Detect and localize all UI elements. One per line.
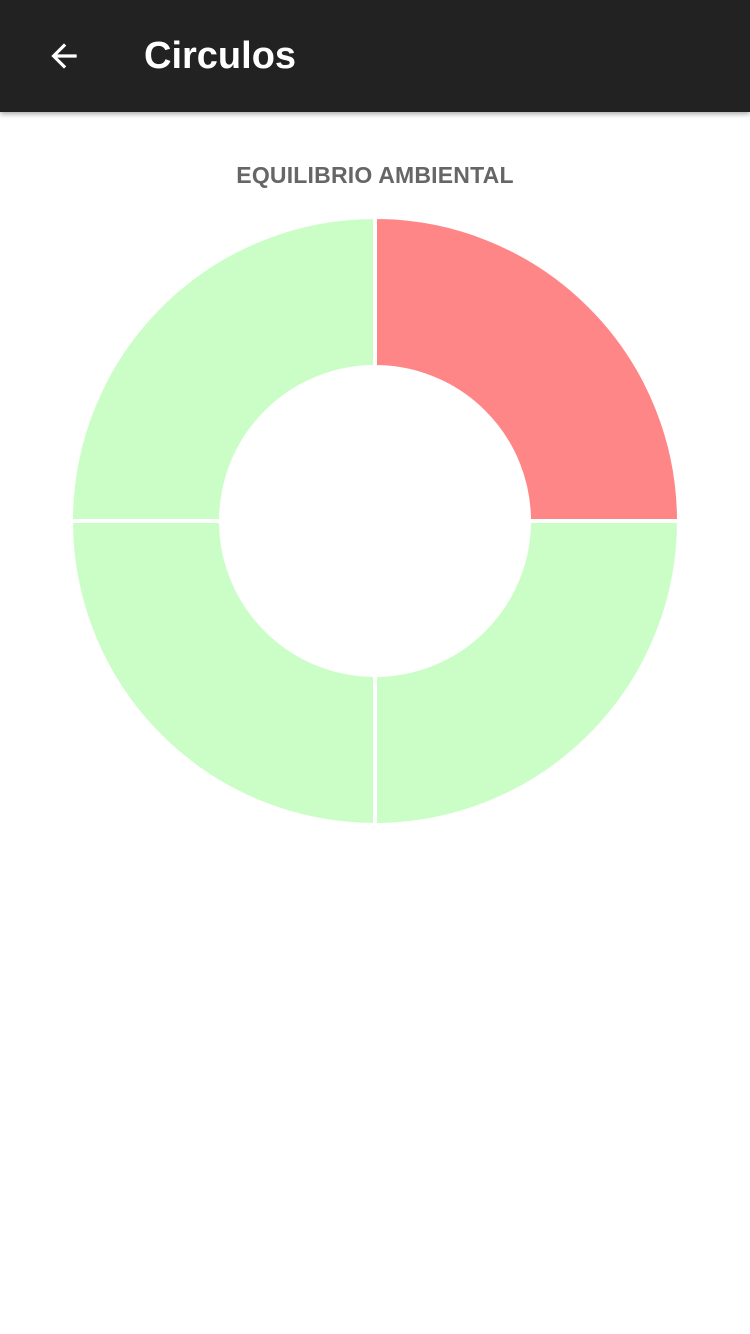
page-title: Circulos: [144, 35, 297, 77]
doughnut-chart: [0, 208, 750, 828]
back-button[interactable]: [24, 16, 104, 96]
content-area: [0, 112, 750, 1334]
chart-segment-2[interactable]: [375, 521, 679, 825]
chart-segment-1[interactable]: [375, 217, 679, 521]
app-bar: [0, 0, 750, 112]
arrow-left-icon: [45, 37, 83, 75]
chart-segment-3[interactable]: [71, 521, 375, 825]
chart-segment-4[interactable]: [71, 217, 375, 521]
chart-title: EQUILIBRIO AMBIENTAL: [236, 162, 514, 188]
